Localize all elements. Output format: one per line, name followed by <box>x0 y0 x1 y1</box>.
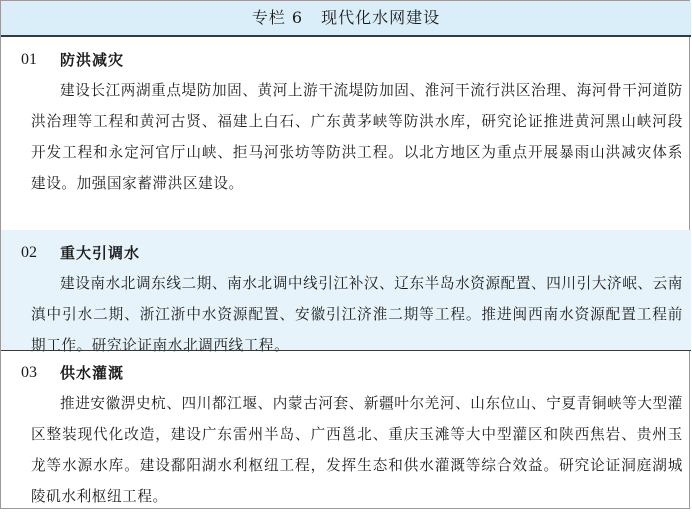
box-label: 专栏 6 <box>251 8 304 27</box>
section-water-diversion <box>1 230 691 354</box>
section-water-supply-irrigation <box>1 350 691 510</box>
section-body: 建设南水北调东线二期、南水北调中线引江补汉、辽东半岛水资源配置、四川引大济岷、云南滇中引水二期、浙江浙中水资源配置、安徽引江济淮二期等工程。推进闽西南水资源配置工程前期工作。研究论证南水北调西线工程。 <box>31 275 683 354</box>
section-flood-control <box>1 37 691 230</box>
section-title: 防洪减灾 <box>60 51 125 69</box>
box-header <box>1 1 691 37</box>
section-body: 推进安徽淠史杭、四川都江堰、内蒙古河套、新疆叶尔羌河、山东位山、宁夏青铜峡等大型灌区整装现代化改造，建设广东雷州半岛、广西邕北、重庆玉滩等大中型灌区和陕西焦岩、贵州玉龙等水源水库。建设鄱阳湖水利枢纽工程，发挥生态和供水灌溉等综合效益。研究论证洞庭湖城陵矶水利枢纽工程。 <box>31 395 683 505</box>
section-title: 供水灌溉 <box>60 364 125 382</box>
section-number: 02 <box>21 244 37 261</box>
section-number: 01 <box>21 51 37 68</box>
section-body: 建设长江两湖重点堤防加固、黄河上游干流堤防加固、淮河干流行洪区治理、海河骨干河道防洪治理等工程和黄河古贤、福建上白石、广东黄茅峡等防洪水库，研究论证推进黄河黑山峡河段开发工程和永定河官厅山峡、拒马河张坊等防洪工程。以北方地区为重点开展暴雨山洪减灾体系建设。加强国家蓄滞洪区建设。 <box>31 82 683 192</box>
box-title: 现代化水网建设 <box>321 8 441 27</box>
section-title: 重大引调水 <box>60 244 141 262</box>
section-number: 03 <box>21 364 37 381</box>
